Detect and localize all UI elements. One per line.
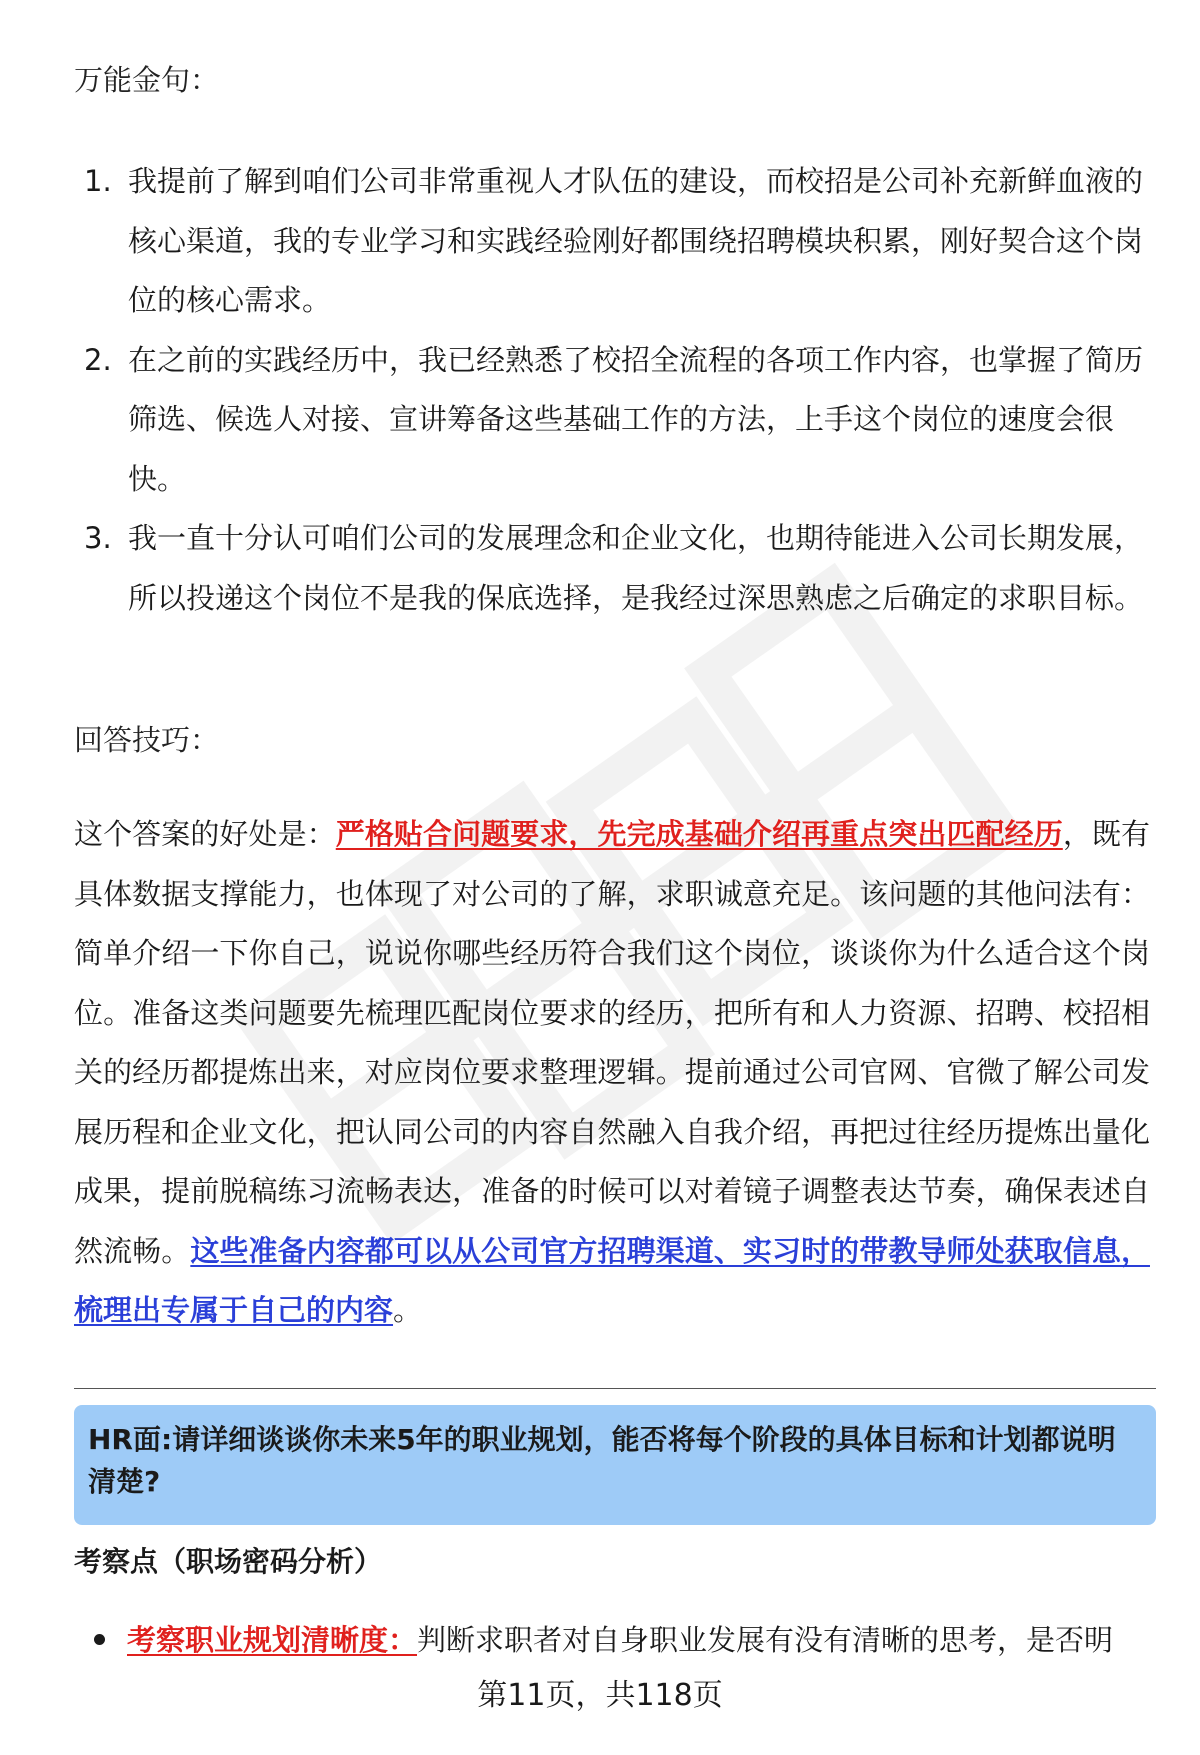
tips-end: 。 bbox=[393, 1293, 423, 1327]
highlight-red-text: 严格贴合问题要求，先完成基础介绍再重点突出匹配经历 bbox=[335, 817, 1063, 851]
bullet-text: 判断求职者对自身职业发展有没有清晰的思考，是否明 bbox=[417, 1623, 1114, 1657]
list-item bbox=[74, 331, 1144, 510]
page-number: 第11页，共118页 bbox=[0, 1672, 1200, 1720]
list-item-number: 2. bbox=[84, 342, 112, 377]
list-item-number: 1. bbox=[84, 164, 112, 198]
list-item-text: 在之前的实践经历中，我已经熟悉了校招全流程的各项工作内容，也掌握了简历筛选、候选人对接、宣讲筹备这些基础工作的方法，上手这个岗位的速度会很快。 bbox=[128, 342, 1144, 496]
list-item-number: 3. bbox=[84, 521, 112, 555]
bullet-dot-icon bbox=[94, 1634, 105, 1645]
list-item-text: 我提前了解到咱们公司非常重视人才队伍的建设，而校招是公司补充新鲜血液的核心渠道，我的专业学习和实践经验刚好都围绕招聘模块积累，刚好契合这个岗位的核心需求。 bbox=[128, 164, 1144, 317]
tips-lead: 这个答案的好处是： bbox=[74, 817, 336, 851]
section-title-exam-points: 考察点（职场密码分析） bbox=[74, 1545, 383, 1578]
list-item bbox=[74, 509, 1144, 628]
bullet-item bbox=[94, 1618, 1154, 1662]
tips-paragraph bbox=[74, 805, 1150, 1341]
question-box bbox=[74, 1405, 1156, 1525]
section-divider bbox=[74, 1388, 1156, 1389]
bullet-label: 考察职业规划清晰度： bbox=[127, 1623, 418, 1657]
tips-body: ，既有具体数据支撑能力，也体现了对公司的了解，求职诚意充足。该问题的其他问法有：简单介绍一下你自己，说说你哪些经历符合我们这个岗位，谈谈你为什么适合这个岗位。准备这类问题要先梳理匹配岗位要求的经历，把所有和人力资源、招聘、校招相关的经历都提炼出来，对应岗位要求整理逻辑。提前通过公司官网、官微了解公司发展历程和企业文化，把认同公司的内容自然融入自我介绍，再把过往经历提炼出量化成果，提前脱稿练习流畅表达，准备的时候可以对着镜子调整表达节奏，确保表述自然流畅。 bbox=[74, 817, 1150, 1268]
heading-answer-tips: 回答技巧： bbox=[74, 723, 220, 757]
heading-universal-phrases: 万能金句： bbox=[74, 63, 220, 97]
list-item bbox=[74, 152, 1144, 331]
phrase-list bbox=[74, 152, 1144, 628]
question-text: HR面:请详细谈谈你未来5年的职业规划，能否将每个阶段的具体目标和计划都说明清楚? bbox=[88, 1423, 1116, 1498]
list-item-text: 我一直十分认可咱们公司的发展理念和企业文化，也期待能进入公司长期发展，所以投递这个岗位不是我的保底选择，是我经过深思熟虑之后确定的求职目标。 bbox=[128, 521, 1144, 615]
highlight-blue-text: 这些准备内容都可以从公司官方招聘渠道、实习时的带教导师处获取信息，梳理出专属于自己的内容 bbox=[74, 1233, 1150, 1327]
